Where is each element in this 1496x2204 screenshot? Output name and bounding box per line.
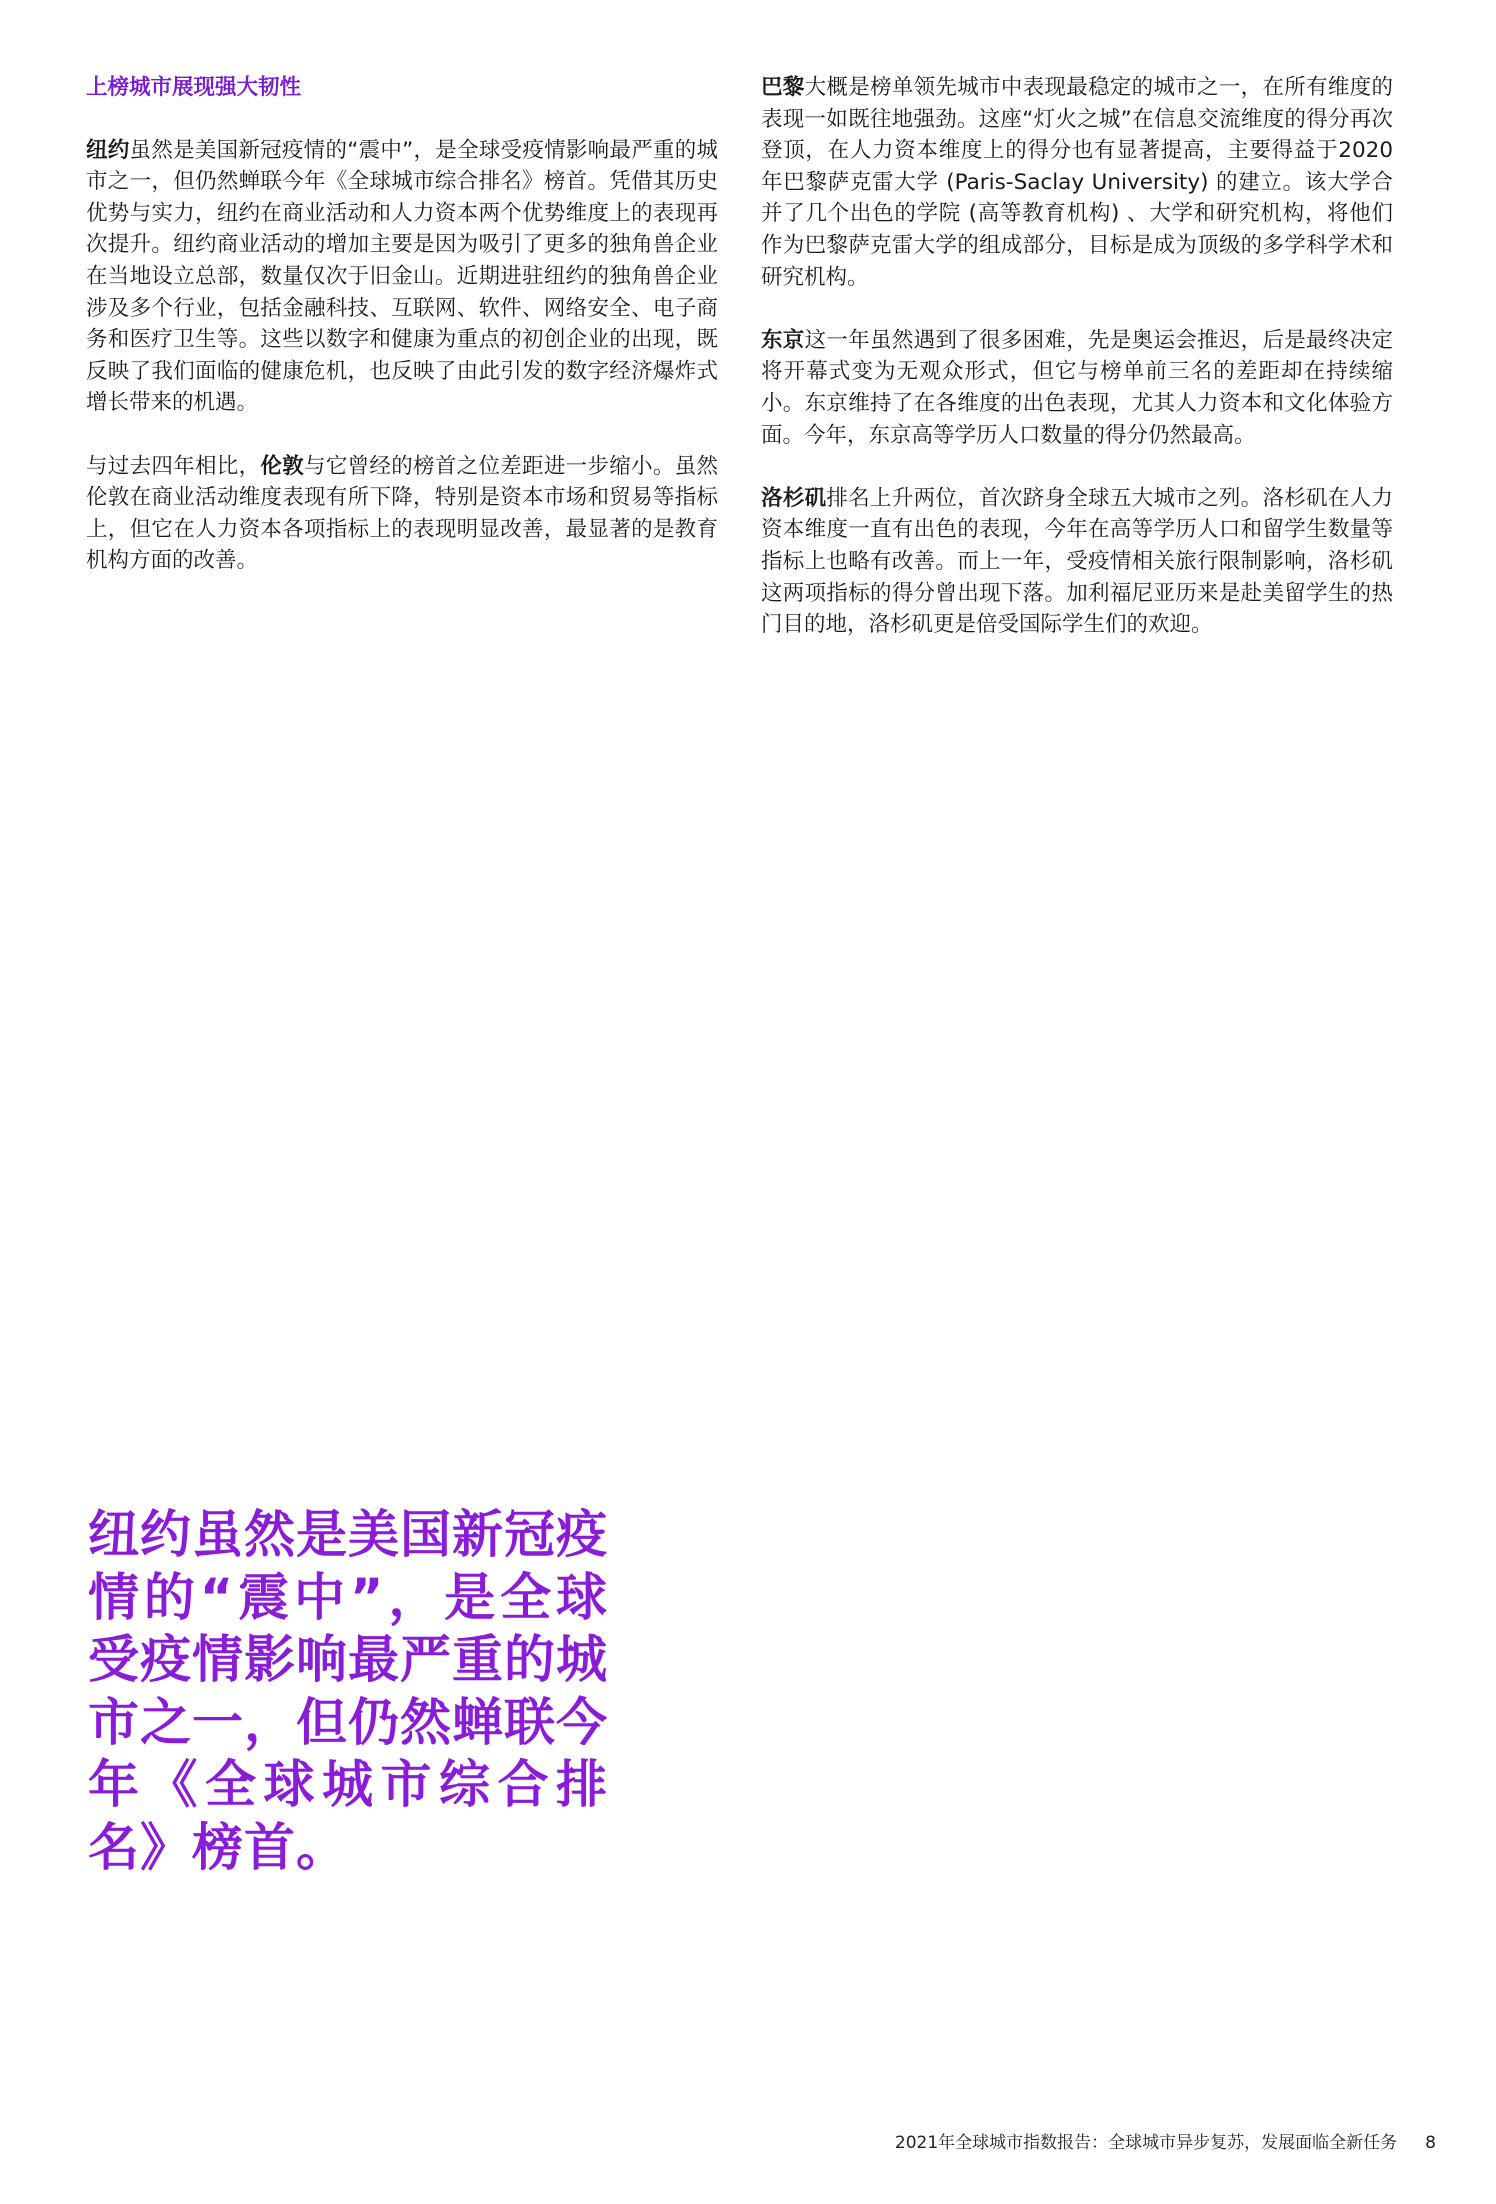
paragraph-tokyo (761, 325, 1393, 451)
city-name-paris: 巴黎 (761, 75, 805, 100)
paragraph-new-york (86, 135, 718, 419)
city-name-london: 伦敦 (260, 453, 305, 479)
pull-quote: 纽约虽然是美国新冠疫情的“震中”，是全球受疫情影响最严重的城市之一，但仍然蝉联今年《全球城市综合排名》榜首。 (88, 1506, 609, 1878)
paragraph-london (86, 451, 718, 577)
paragraph-los-angeles (761, 483, 1393, 641)
city-name-new-york: 纽约 (86, 137, 130, 163)
paragraph-body: 这一年虽然遇到了很多困难，先是奥运会推迟，后是最终决定将开幕式变为无观众形式，但它与榜单前三名的差距却在持续缩小。东京维持了在各维度的出色表现，尤其人力资本和文化体验方面。今年，东京高等学历人口数量的得分仍然最高。 (761, 327, 1393, 448)
paragraph-prefix: 与过去四年相比， (86, 453, 261, 479)
paragraph-body: 大概是榜单领先城市中表现最稳定的城市之一，在所有维度的表现一如既往地强劲。这座“灯火之城”在信息交流维度的得分再次登顶，在人力资本维度上的得分也有显著提高，主要得益于2020年巴黎萨克雷大学 (Paris-Saclay University) 的建立。该大学合并了几个出色的学院 (高等教育机构) 、大学和研究机构，将他们作为巴黎萨克雷大学的组成部分，目标是成为顶级的多学科学术和研究机构。 (761, 75, 1393, 290)
paragraph-body: 虽然是美国新冠疫情的“震中”，是全球受疫情影响最严重的城市之一，但仍然蝉联今年《全球城市综合排名》榜首。凭借其历史优势与实力，纽约在商业活动和人力资本两个优势维度上的表现再次提升。纽约商业活动的增加主要是因为吸引了更多的独角兽企业在当地设立总部，数量仅次于旧金山。近期进驻纽约的独角兽企业涉及多个行业，包括金融科技、互联网、软件、网络安全、电子商务和医疗卫生等。这些以数字和健康为重点的初创企业的出现，既反映了我们面临的健康危机，也反映了由此引发的数字经济爆炸式增长带来的机遇。 (86, 137, 718, 416)
page-footer (895, 2131, 1436, 2155)
paragraph-body: 与它曾经的榜首之位差距进一步缩小。虽然伦敦在商业活动维度表现有所下降，特别是资本市场和贸易等指标上，但它在人力资本各项指标上的表现明显改善，最显著的是教育机构方面的改善。 (86, 453, 718, 574)
footer-report-title: 2021年全球城市指数报告：全球城市异步复苏，发展面临全新任务 (894, 2133, 1398, 2153)
paragraph-body: 排名上升两位，首次跻身全球五大城市之列。洛杉矶在人力资本维度一直有出色的表现，今年在高等学历人口和留学生数量等指标上也略有改善。而上一年，受疫情相关旅行限制影响，洛杉矶这两项指标的得分曾出现下落。加利福尼亚历来是赴美留学生的热门目的地，洛杉矶更是倍受国际学生们的欢迎。 (761, 485, 1393, 638)
page-number: 8 (1425, 2133, 1436, 2153)
right-column (761, 72, 1393, 672)
city-name-tokyo: 东京 (761, 327, 805, 353)
city-name-los-angeles: 洛杉矶 (761, 485, 827, 511)
left-column (86, 72, 718, 609)
section-heading: 上榜城市展现强大韧性 (86, 75, 302, 100)
paragraph-paris (761, 72, 1393, 293)
